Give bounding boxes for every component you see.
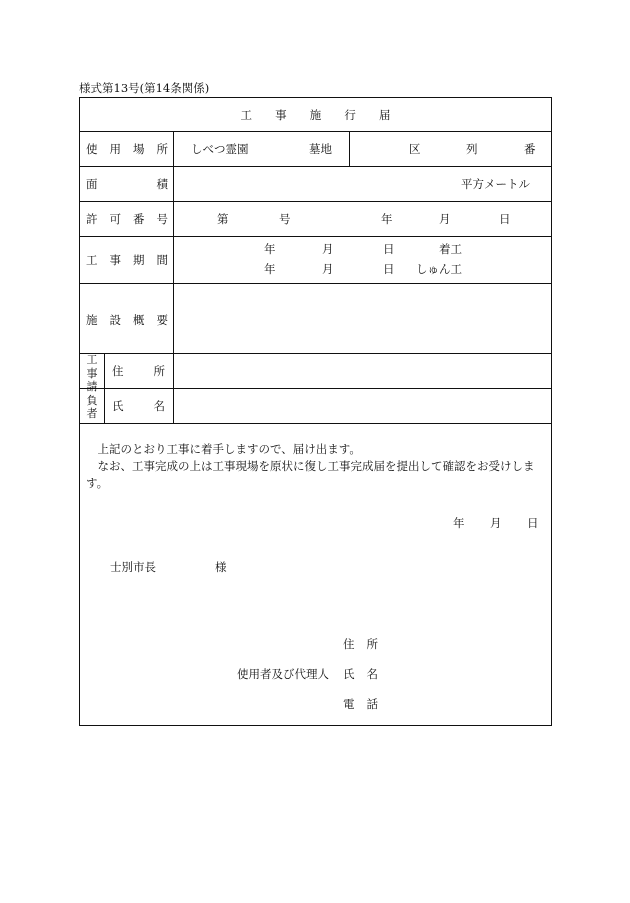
end-year: 年 [264,262,276,276]
contractor-address-label: 住 所 [112,364,165,378]
contractor-vertical-label: 工 事 請 負 者 [86,353,98,420]
body-line-1: 上記のとおり工事に着手しますので、届け出ます。 [97,442,361,456]
applicant-name-label: 氏 名 [343,667,378,681]
form-number-label: 様式第13号(第14条関係) [79,81,210,95]
permit-month: 月 [439,212,451,226]
addressee-mayor: 士別市長 [110,560,156,574]
start-day: 日 [383,242,395,256]
start-month: 月 [322,242,334,256]
form-title: 工 事 施 行 届 [240,108,391,122]
date-month: 月 [490,516,502,530]
area-row [80,167,551,202]
overview-row [80,284,551,354]
permit-go: 号 [279,212,291,226]
plot-label: 墓地 [309,142,332,156]
end-suffix: しゅん工 [416,262,462,276]
applicant-phone-label: 電 話 [343,697,378,711]
permit-row [80,202,551,237]
permit-day: 日 [499,212,511,226]
end-day: 日 [383,262,395,276]
start-suffix: 着工 [439,242,462,256]
body-line-2: なお、工事完成の上は工事現場を原状に復し工事完成届を提出して確認をお受けします。 [86,459,535,490]
retsu-label: 列 [466,142,478,156]
area-unit: 平方メートル [461,177,530,191]
end-month: 月 [322,262,334,276]
contractor-name-label: 氏 名 [112,399,165,413]
cemetery-name: しべつ霊園 [191,142,249,156]
location-label: 使 用 場 所 [86,142,168,156]
overview-label: 施 設 概 要 [86,313,168,327]
title-row [80,98,551,132]
location-row [80,132,551,167]
date-year: 年 [453,516,465,530]
area-label: 面 積 [86,177,168,191]
applicant-address-label: 住 所 [343,637,378,651]
contractor-address-row [80,354,551,389]
date-day: 日 [527,516,539,530]
addressee-sama: 様 [215,560,227,574]
period-row [80,237,551,284]
notice-body [86,441,545,492]
permit-year: 年 [381,212,393,226]
construction-notice-form [79,97,552,726]
permit-dai: 第 [217,212,229,226]
ban-label: 番 [524,142,536,156]
applicant-role: 使用者及び代理人 [237,667,329,681]
period-label: 工 事 期 間 [86,253,168,267]
start-year: 年 [264,242,276,256]
permit-label: 許 可 番 号 [86,212,168,226]
contractor-name-row [80,389,551,424]
ku-label: 区 [409,142,421,156]
